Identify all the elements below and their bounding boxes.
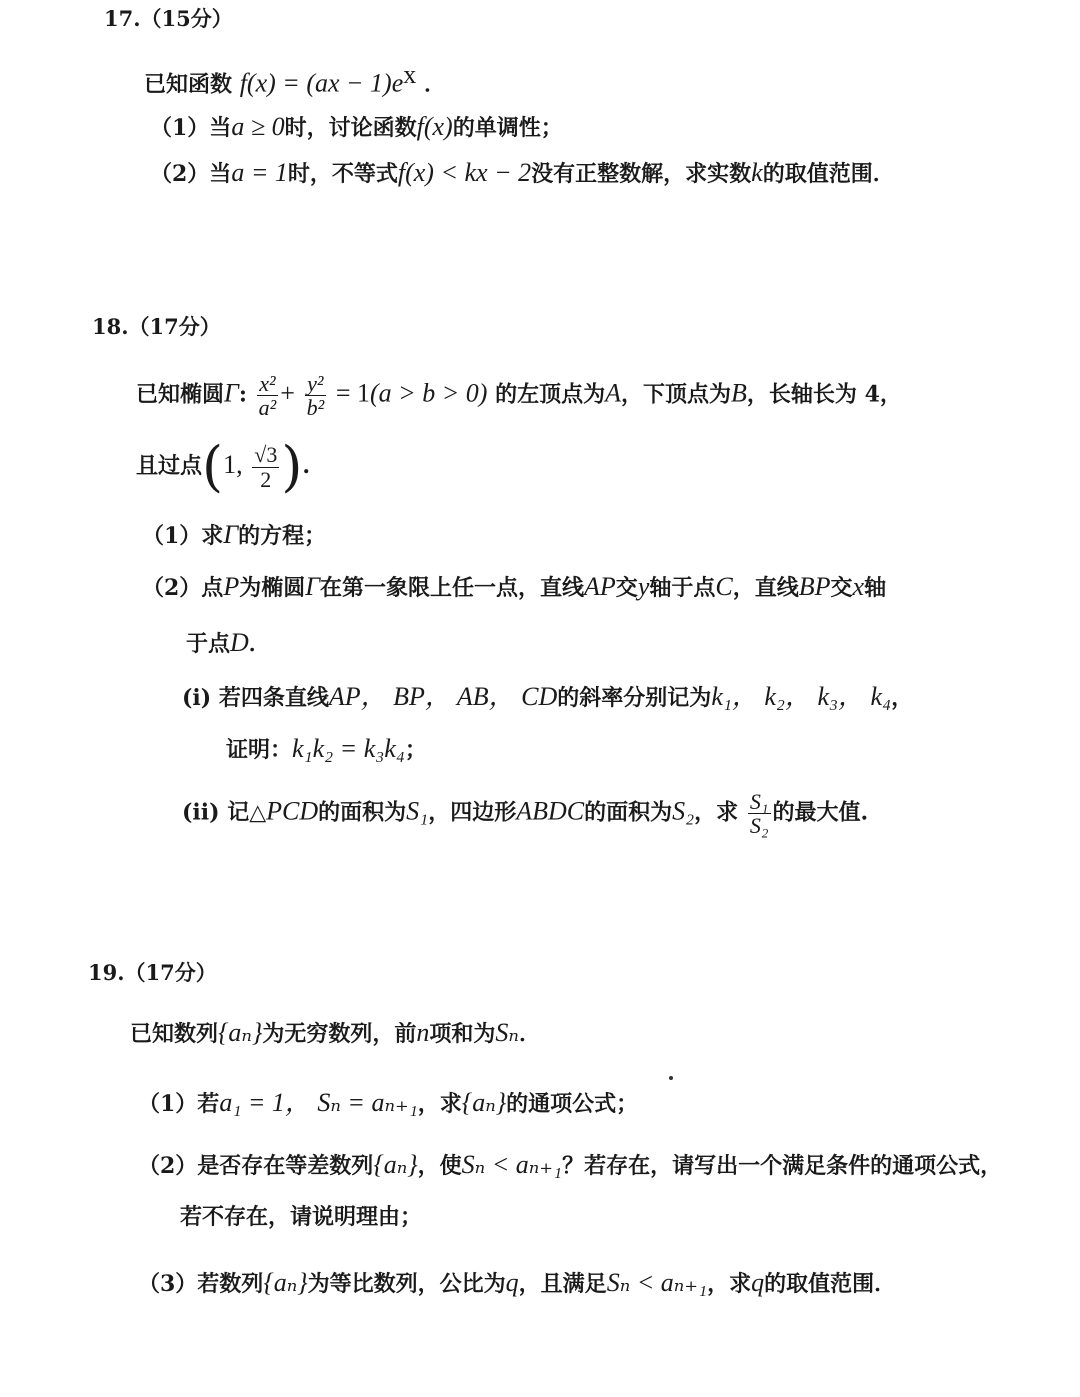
q19-part2-line2: 若不存在，请说明理由； bbox=[180, 1204, 423, 1230]
s1-over-s2-fraction: $\frac{\text{S₁}}{\text{S₂}}$ bbox=[749, 789, 769, 839]
q19-part3: （3）若数列{aₙ}为等比数列，公比为q，且满足Sₙ < aₙ₊₁，求q的取值范围． bbox=[138, 1268, 897, 1297]
root3-over-2-fraction: $\frac{√3}{2}$ bbox=[254, 442, 278, 492]
q17-intro: 已知函数 $f(x) = (ax - 1)e^x$ ． bbox=[144, 60, 446, 98]
q19-intro: 已知数列{aₙ}为无穷数列，前n项和为Sₙ． bbox=[130, 1018, 541, 1047]
q18-part2-i: (i) 若四条直线AP， BP， AB， CD的斜率分别记为k₁， k₂， k₃， k₄， bbox=[182, 682, 914, 711]
q18-part1: （1）求Γ的方程； bbox=[142, 520, 327, 549]
q19-part1: （1）若a₁ = 1， Sₙ = aₙ₊₁，求{aₙ}的通项公式； bbox=[138, 1088, 639, 1117]
q17-heading: 17.（15分） bbox=[104, 6, 233, 31]
y-over-b-fraction: $\frac{\text{y²}}{\text{b²}}$ bbox=[306, 371, 325, 421]
q18-intro-line2: 且过点(1, $\frac{√3}{2}$ ). bbox=[136, 435, 311, 498]
stray-dot bbox=[669, 1076, 673, 1080]
q18-part2-i-proof: 证明：k₁k₂ = k₃k₄； bbox=[226, 734, 427, 763]
x-over-a-fraction: $\frac{\text{x²}}{\text{a²}}$ bbox=[258, 371, 277, 421]
q17-part1: （1）当a ≥ 0时，讨论函数f(x)的单调性； bbox=[150, 112, 563, 141]
q19-heading: 19.（17分） bbox=[88, 960, 217, 985]
q18-part2-line1: （2）点P为椭圆Γ在第一象限上任一点，直线AP交y轴于点C，直线BP交x轴 bbox=[142, 572, 887, 601]
q18-part2-line2: 于点D． bbox=[186, 628, 271, 657]
q18-part2-ii: (ii) 记△PCD的面积为S₁，四边形ABDC的面积为S₂，求 $\frac{\text{S₁}}{\text{S₂}}$ 的最大值. bbox=[182, 789, 869, 839]
q18-heading: 18.（17分） bbox=[92, 314, 221, 339]
q18-intro-line1: 已知椭圆Γ: $\frac{\text{x²}}{\text{a²}}$ + $\frac{\text{y²}}{\text{b²}}$ = 1(a > b > 0) 的左顶点为A，下顶点为B，长轴长为 4， bbox=[136, 371, 902, 421]
q19-part2-line1: （2）是否存在等差数列{aₙ}，使Sₙ < aₙ₊₁？若存在，请写出一个满足条件的通项公式， bbox=[138, 1150, 1003, 1179]
q17-part2: （2）当a = 1时，不等式f(x) < kx − 2没有正整数解，求实数k的取值范围． bbox=[150, 158, 895, 187]
cropped-previous-line bbox=[270, 0, 890, 4]
